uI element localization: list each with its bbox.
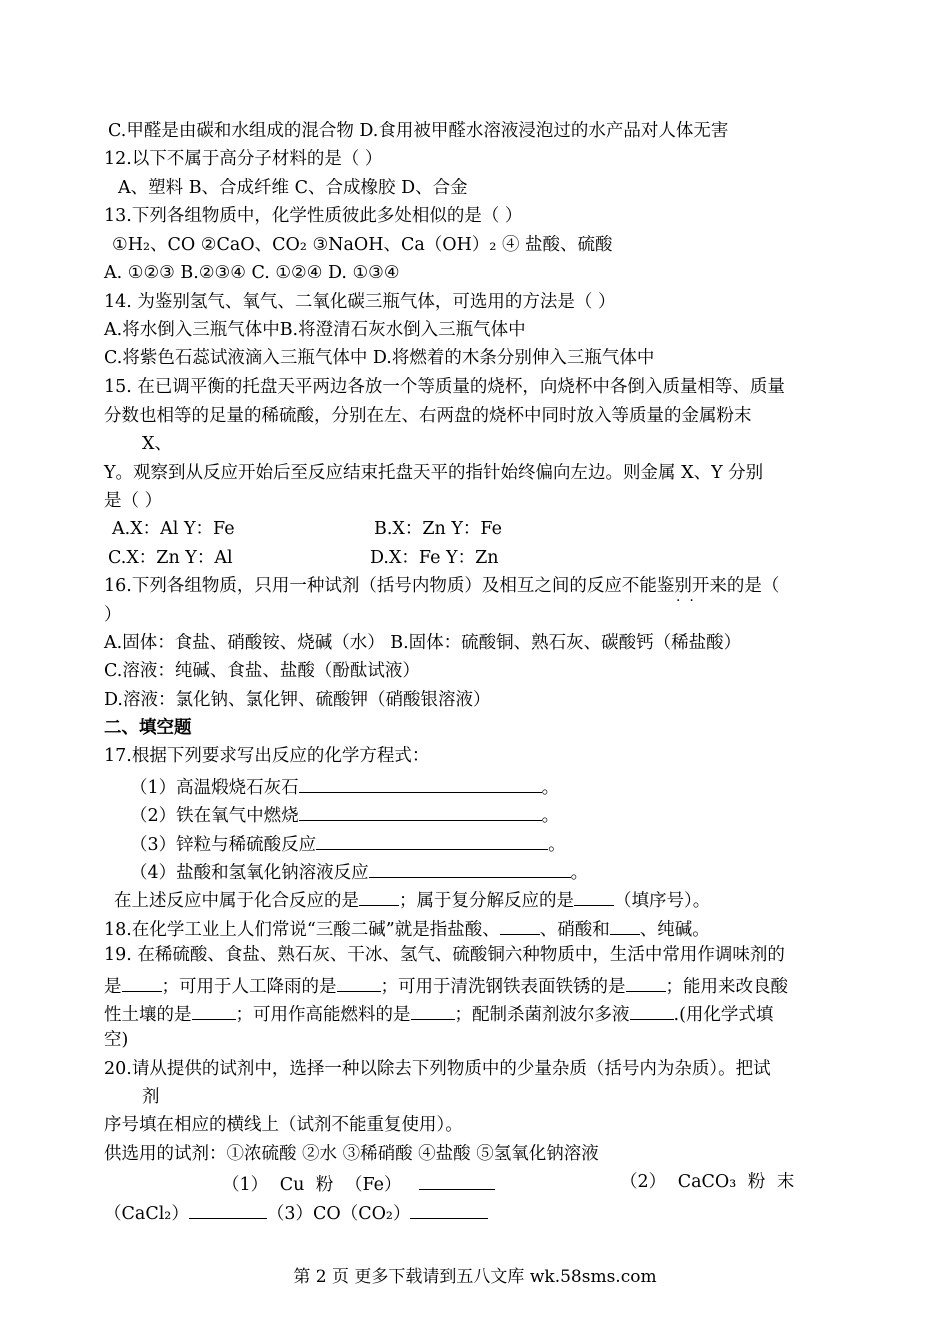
answer-blank[interactable]	[369, 859, 571, 878]
q18-c: 、纯碱。	[639, 920, 710, 940]
q19-c1: 性土壤的是	[104, 1005, 192, 1025]
answer-blank[interactable]	[359, 887, 399, 906]
q13-options: A. ①②③ B.②③④ C. ①②④ D. ①③④	[104, 263, 400, 283]
q20-line-6	[104, 1200, 488, 1225]
q19-c2: ；可用作高能燃料的是	[235, 1005, 411, 1025]
answer-blank[interactable]	[192, 1001, 236, 1020]
q15-stem-2: 分数也相等的足量的稀硫酸，分别在左、右两盘的烧杯中同时放入等质量的金属粉末	[104, 406, 752, 426]
q17-item-4	[130, 859, 588, 884]
q16-stem: 16.下列各组物质，只用一种试剂（括号内物质）及相互之间的反应不能鉴别开来的是（	[104, 576, 780, 596]
answer-blank[interactable]	[299, 802, 542, 821]
q17-item-1-text: （1）高温煅烧石灰石	[130, 778, 299, 798]
answer-blank[interactable]	[299, 774, 542, 793]
answer-blank[interactable]	[337, 973, 381, 992]
q20-stem: 20.请从提供的试剂中，选择一种以除去下列物质中的少量杂质（括号内为杂质）。把试	[104, 1059, 771, 1079]
q20-f1: （CaCl₂）	[104, 1204, 189, 1224]
q17-summary	[114, 887, 710, 912]
q17-summary-b: ；属于复分解反应的是	[399, 891, 574, 911]
answer-blank[interactable]	[610, 916, 640, 935]
q20-item-1-text: （1） Cu 粉 （Fe）	[222, 1175, 402, 1195]
q20-f2: （3）CO（CO₂）	[266, 1204, 411, 1224]
q20-stem-2: 剂	[142, 1087, 160, 1107]
q15-stem-1: 15. 在已调平衡的托盘天平两边各放一个等质量的烧杯，向烧杯中各倒入质量相等、质量	[104, 377, 785, 397]
period: 。	[541, 778, 560, 798]
q15-stem-5: 是（ ）	[104, 491, 163, 511]
q18	[104, 916, 710, 941]
q13-stem: 13.下列各组物质中，化学性质彼此多处相似的是（ ）	[104, 206, 523, 226]
q18-a: 18.在化学工业上人们常说“三酸二碱”就是指盐酸、	[104, 920, 500, 940]
q11-options-cd: C.甲醛是由碳和水组成的混合物 D.食用被甲醛水溶液浸泡过的水产品对人体无害	[108, 121, 729, 141]
answer-blank[interactable]	[410, 1200, 488, 1219]
section-heading: 二、填空题	[104, 718, 192, 738]
q16-stem-end: ）	[104, 605, 122, 625]
emphasis-dots: · ·	[676, 593, 694, 609]
q19-b2: ；可用于人工降雨的是	[161, 977, 337, 997]
answer-blank[interactable]	[189, 1200, 267, 1219]
q17-summary-a: 在上述反应中属于化合反应的是	[114, 891, 359, 911]
q12-stem: 12.以下不属于高分子材料的是（ ）	[104, 149, 383, 169]
q18-b: 、硝酸和	[539, 920, 610, 940]
period: 。	[541, 806, 560, 826]
period: 。	[570, 863, 589, 883]
answer-blank[interactable]	[419, 1171, 495, 1190]
q20-item-2: （2） CaCO₃ 粉 末	[620, 1172, 795, 1192]
q14-options-ab: A.将水倒入三瓶气体中B.将澄清石灰水倒入三瓶气体中	[104, 320, 526, 340]
q14-options-cd: C.将紫色石蕊试液滴入三瓶气体中 D.将燃着的木条分别伸入三瓶气体中	[104, 348, 655, 368]
q15-stem-3: X、	[142, 434, 172, 454]
q20-stem-3: 序号填在相应的横线上（试剂不能重复使用）。	[104, 1115, 463, 1135]
q17-item-3-text: （3）锌粒与稀硫酸反应	[130, 835, 317, 855]
q17-item-2-text: （2）铁在氧气中燃烧	[130, 806, 299, 826]
q19-b4: ；能用来改良酸	[665, 977, 788, 997]
q17-item-3	[130, 831, 566, 856]
q16-options-ab: A.固体：食盐、硝酸铵、烧碱（水） B.固体：硫酸铜、熟石灰、碳酸钙（稀盐酸）	[104, 633, 742, 653]
page-footer: 第 2 页 更多下载请到五八文库 wk.58sms.com	[293, 1267, 657, 1287]
period: 。	[548, 835, 566, 855]
q17-item-2	[130, 802, 559, 827]
q14-stem: 14. 为鉴别氢气、氧气、二氧化碳三瓶气体，可选用的方法是（ ）	[104, 292, 616, 312]
q17-stem: 17.根据下列要求写出反应的化学方程式：	[104, 746, 430, 766]
q19-b1: 是	[104, 977, 122, 997]
q19-stem: 19. 在稀硫酸、食盐、熟石灰、干冰、氢气、硫酸铜六种物质中，生活中常用作调味剂的	[104, 945, 785, 965]
q12-options: A、塑料 B、合成纤维 C、合成橡胶 D、合金	[118, 178, 468, 198]
q19-line-2	[104, 973, 788, 998]
answer-blank[interactable]	[411, 1001, 455, 1020]
q17-item-4-text: （4）盐酸和氢氧化钠溶液反应	[130, 863, 369, 883]
answer-blank[interactable]	[630, 1001, 674, 1020]
answer-blank[interactable]	[626, 973, 666, 992]
q16-option-c: C.溶液：纯碱、食盐、盐酸（酚酞试液）	[104, 661, 420, 681]
q19-line-3	[104, 1001, 773, 1026]
q15-option-a: A.X：Al Y：Fe	[112, 519, 235, 539]
q15-option-d: D.X：Fe Y：Zn	[370, 548, 499, 568]
q15-stem-4: Y。观察到从反应开始后至反应结束托盘天平的指针始终偏向左边。则金属 X、Y 分别	[104, 463, 764, 483]
q15-option-c: C.X：Zn Y：Al	[108, 548, 233, 568]
q20-reagents: 供选用的试剂：①浓硫酸 ②水 ③稀硝酸 ④盐酸 ⑤氢氧化钠溶液	[104, 1144, 599, 1164]
answer-blank[interactable]	[122, 973, 162, 992]
q17-item-1	[130, 774, 559, 799]
answer-blank[interactable]	[500, 916, 540, 935]
q15-option-b: B.X：Zn Y：Fe	[374, 519, 502, 539]
q20-item-1	[222, 1171, 495, 1196]
q19-c3: ；配制杀菌剂波尔多液	[454, 1005, 630, 1025]
q13-groups: ①H₂、CO ②CaO、CO₂ ③NaOH、Ca（OH）₂ ④ 盐酸、硫酸	[112, 235, 613, 255]
answer-blank[interactable]	[574, 887, 614, 906]
answer-blank[interactable]	[316, 831, 548, 850]
q19-b3: ；可用于清洗钢铁表面铁锈的是	[380, 977, 626, 997]
q16-option-d: D.溶液：氯化钠、氯化钾、硫酸钾（硝酸银溶液）	[104, 690, 491, 710]
q19-c4: .(用化学式填	[673, 1005, 774, 1025]
q17-summary-c: （填序号）。	[614, 891, 711, 911]
q19-line-4: 空)	[104, 1030, 129, 1050]
